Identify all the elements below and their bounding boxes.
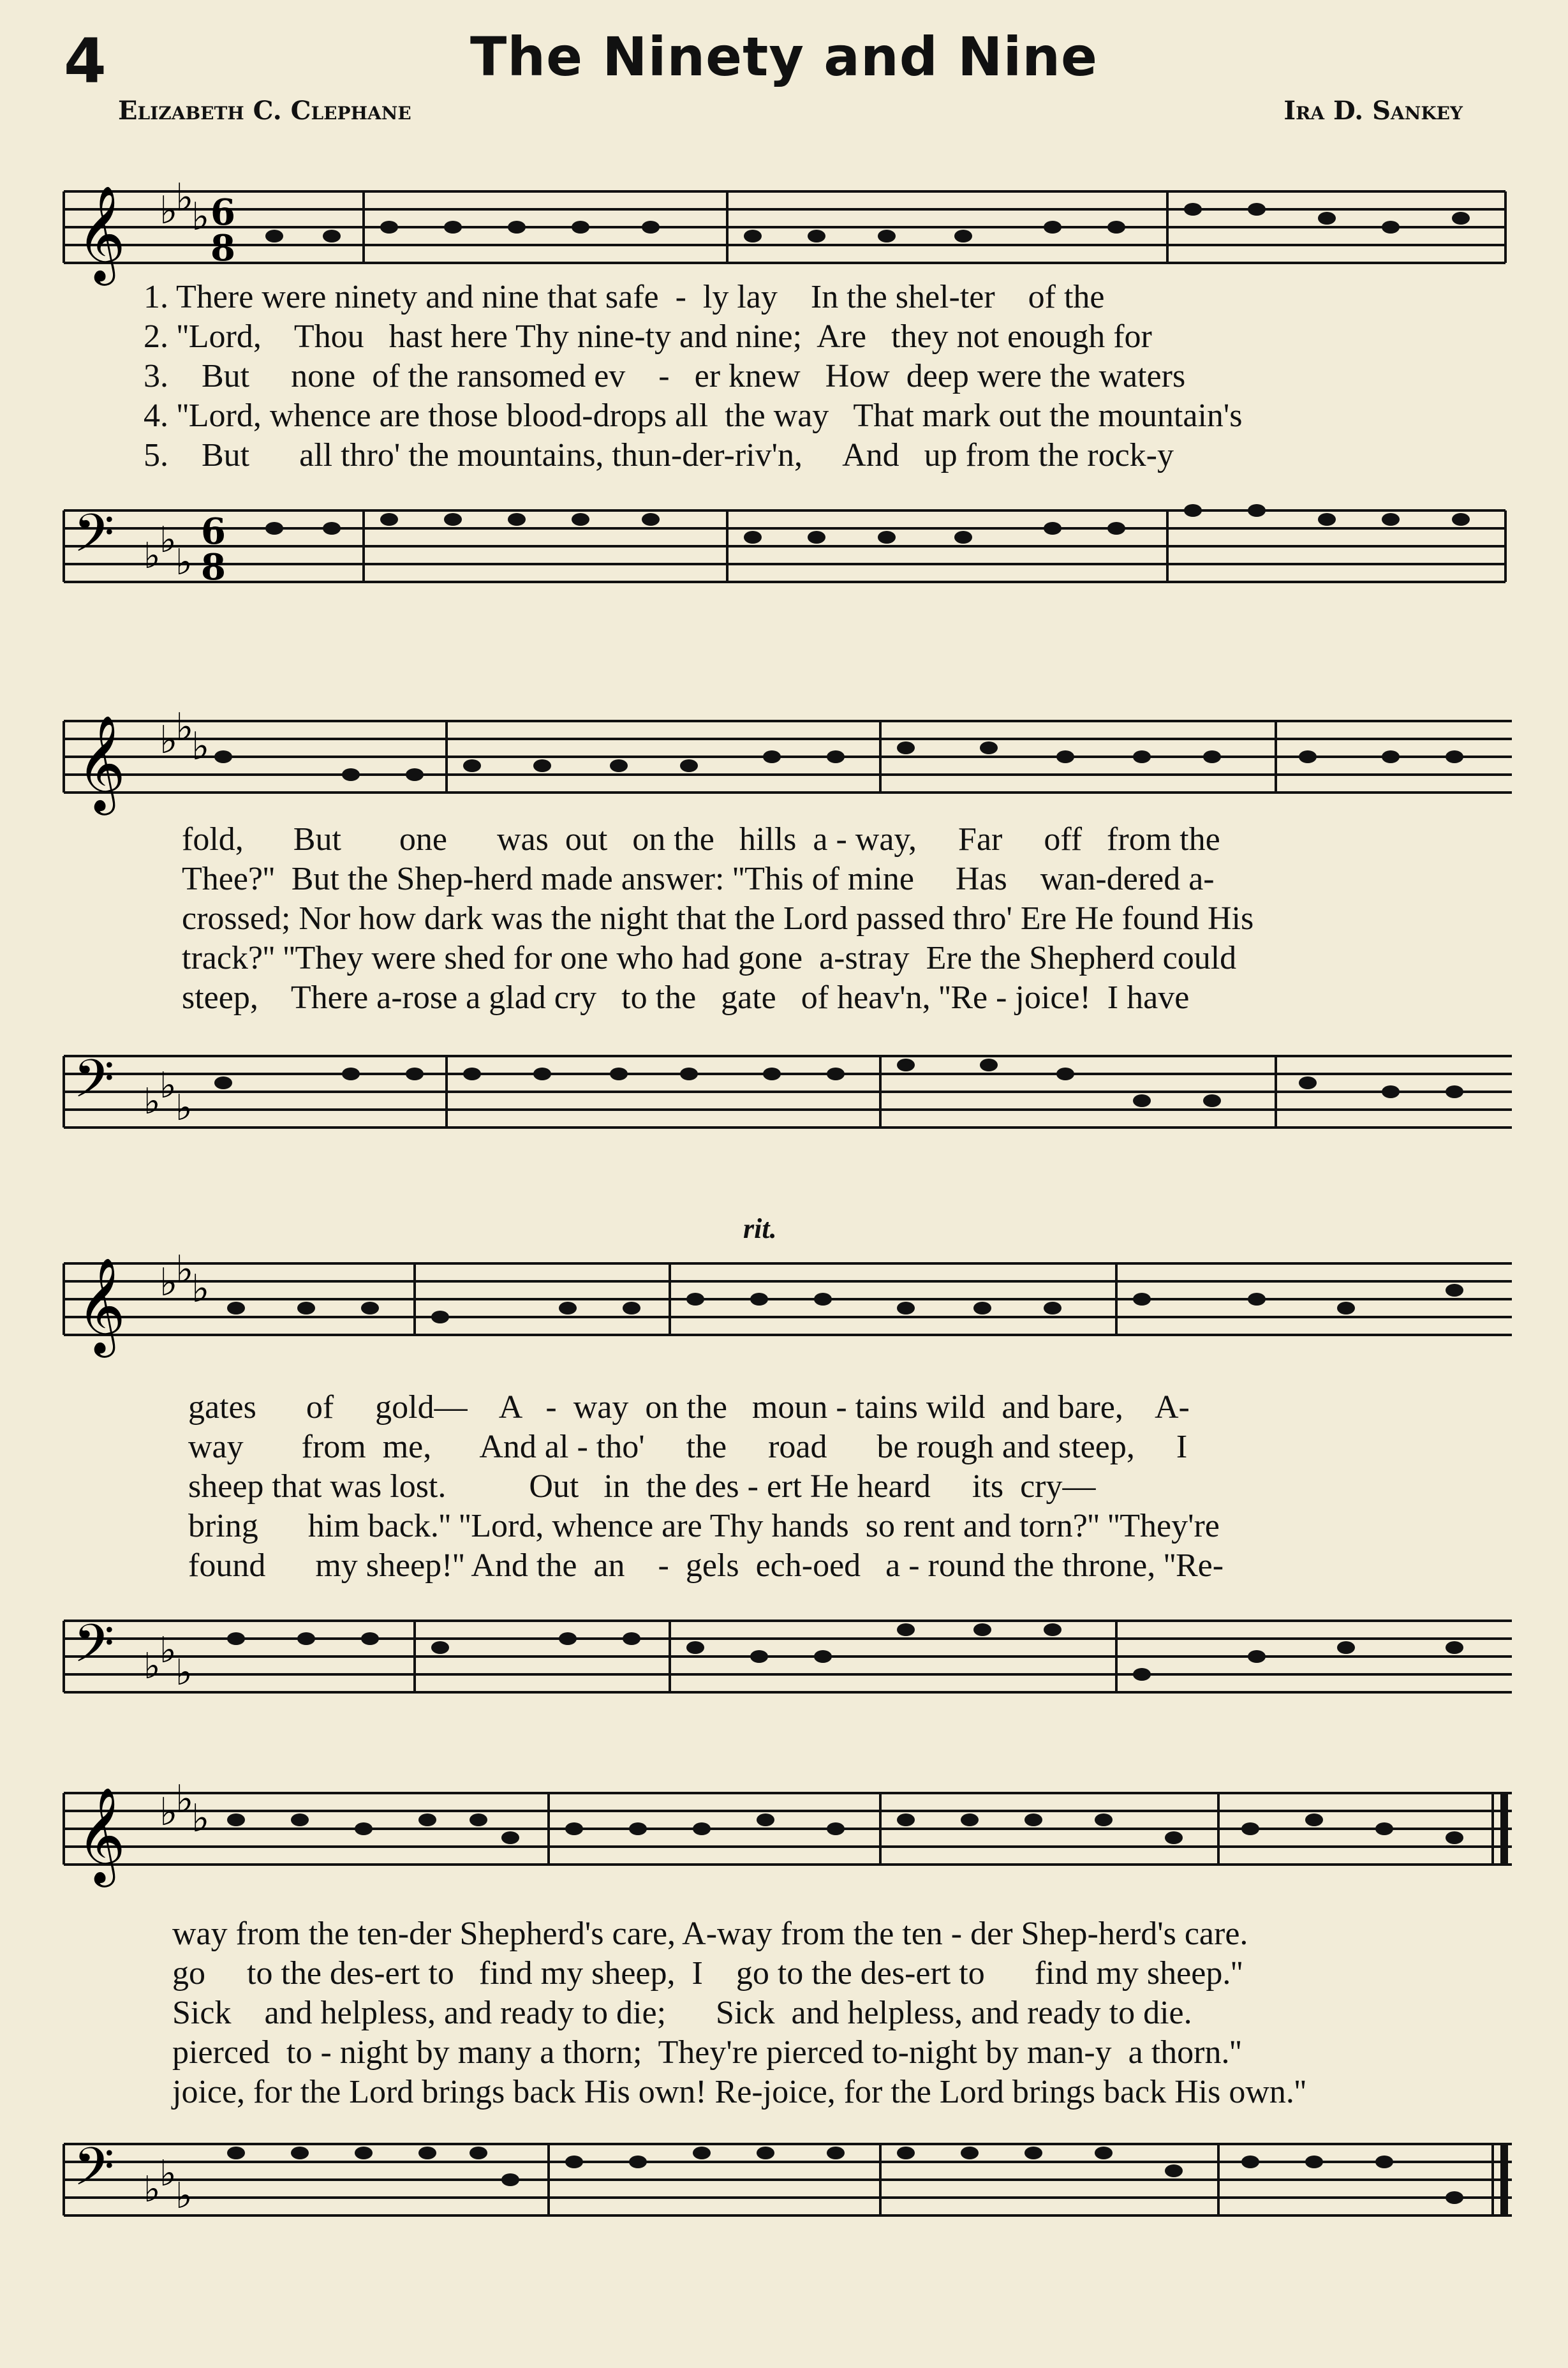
svg-text:♭: ♭ bbox=[144, 1081, 161, 1122]
hymn-title: The Ninety and Nine bbox=[470, 26, 1098, 88]
verse-4-line-4: pierced to - night by many a thorn; They're pierced to-night by man-y a thorn.'' bbox=[172, 2034, 1242, 2071]
svg-text:♭: ♭ bbox=[144, 1646, 161, 1687]
verse-5-line-1: 5. But all thro' the mountains, thun-der-riv'n, And up from the rock-y bbox=[144, 437, 1174, 473]
page-number: 4 bbox=[64, 26, 107, 97]
verse-2-line-3: way from me, And al - tho' the road be rough and steep, I bbox=[188, 1429, 1188, 1465]
svg-text:𝄢: 𝄢 bbox=[73, 1612, 115, 1687]
verse-1-line-4: way from the ten-der Shepherd's care, A-way from the ten - der Shep-herd's care. bbox=[172, 1916, 1248, 1952]
treble-clef-icon: 𝄞 bbox=[77, 184, 126, 281]
svg-text:♭: ♭ bbox=[175, 2175, 193, 2217]
time-sig-top: 6 bbox=[211, 191, 235, 234]
svg-text:♭: ♭ bbox=[175, 1652, 193, 1694]
bass-staff-4 bbox=[57, 2119, 1512, 2310]
verse-3-line-3: sheep that was lost. Out in the des - ert He heard its cry— bbox=[188, 1468, 1096, 1505]
verse-5-line-3: found my sheep!'' And the an - gels ech-oed a - round the throne, ''Re- bbox=[188, 1547, 1224, 1584]
verse-5-line-2: steep, There a-rose a glad cry to the gate of heav'n, ''Re - joice! I have bbox=[182, 979, 1190, 1016]
svg-text:♭: ♭ bbox=[175, 175, 194, 220]
svg-text:6: 6 bbox=[201, 510, 226, 553]
verse-5-line-4: joice, for the Lord brings back His own! Re-joice, for the Lord brings back His own.'' bbox=[172, 2074, 1306, 2110]
music-system-2 bbox=[57, 676, 1512, 1200]
svg-text:𝄢: 𝄢 bbox=[73, 2136, 115, 2210]
svg-text:♭: ♭ bbox=[175, 1777, 194, 1822]
tempo-marking-rit: rit. bbox=[743, 1213, 777, 1244]
verse-4-line-2: track?'' ''They were shed for one who had gone a-stray Ere the Shepherd could bbox=[182, 940, 1237, 976]
svg-text:♭: ♭ bbox=[144, 535, 161, 577]
time-sig-bottom: 8 bbox=[211, 227, 235, 269]
svg-text:𝄢: 𝄢 bbox=[73, 1048, 115, 1122]
verse-3-line-1: 3. But none of the ransomed ev - er knew How deep were the waters bbox=[144, 358, 1186, 394]
verse-2-line-4: go to the des-ert to find my sheep, I go to the des-ert to find my sheep.'' bbox=[172, 1955, 1243, 1992]
verse-1-line-1: 1. There were ninety and nine that safe - ly lay In the shel-ter of the bbox=[144, 279, 1105, 315]
svg-text:♭: ♭ bbox=[191, 1267, 210, 1311]
svg-text:𝄞: 𝄞 bbox=[77, 714, 126, 811]
lyrics-system-2 bbox=[182, 820, 1568, 1018]
svg-text:♭: ♭ bbox=[175, 1247, 194, 1292]
lyrics-system-4 bbox=[172, 1914, 1568, 2112]
svg-text:♭: ♭ bbox=[159, 519, 177, 561]
music-system-4 bbox=[57, 1748, 1512, 2272]
svg-text:𝄞: 𝄞 bbox=[77, 1786, 126, 1883]
music-system-3 bbox=[57, 1212, 1512, 1736]
svg-text:♭: ♭ bbox=[191, 1796, 210, 1841]
verse-2-line-1: 2. ''Lord, Thou hast here Thy nine-ty and nine; Are they not enough for bbox=[144, 318, 1152, 355]
svg-text:𝄞: 𝄞 bbox=[77, 1256, 126, 1353]
svg-text:♭: ♭ bbox=[175, 1087, 193, 1129]
svg-text:♭: ♭ bbox=[144, 2169, 161, 2210]
svg-text:♭: ♭ bbox=[175, 542, 193, 583]
svg-text:♭: ♭ bbox=[175, 705, 194, 750]
bass-clef-icon: 𝄢 bbox=[73, 502, 115, 577]
verse-1-line-3: gates of gold— A - way on the moun - tains wild and bare, A- bbox=[188, 1389, 1190, 1426]
verse-4-line-1: 4. ''Lord, whence are those blood-drops all the way That mark out the mountain's bbox=[144, 398, 1243, 434]
bass-staff-2 bbox=[57, 1031, 1512, 1222]
svg-text:♭: ♭ bbox=[191, 195, 210, 239]
bass-staff-1 bbox=[57, 485, 1512, 676]
composer-credit: Ira D. Sankey bbox=[1283, 96, 1463, 126]
verse-2-line-2: Thee?'' But the Shep-herd made answer: ''This of mine Has wan-dered a- bbox=[182, 861, 1215, 897]
lyricist-credit: Elizabeth C. Clephane bbox=[118, 96, 411, 126]
music-system-1 bbox=[57, 140, 1512, 638]
verse-4-line-3: bring him back.'' ''Lord, whence are Thy hands so rent and torn?'' ''They're bbox=[188, 1508, 1220, 1544]
lyrics-system-3 bbox=[188, 1388, 1568, 1586]
lyrics-system-1 bbox=[144, 278, 1568, 475]
verse-3-line-4: Sick and helpless, and ready to die; Sick and helpless, and ready to die. bbox=[172, 1995, 1192, 2031]
svg-text:♭: ♭ bbox=[159, 1790, 178, 1835]
svg-text:8: 8 bbox=[201, 546, 226, 588]
svg-text:♭: ♭ bbox=[159, 1065, 177, 1106]
svg-text:♭: ♭ bbox=[159, 2153, 177, 2194]
svg-text:♭: ♭ bbox=[159, 1260, 178, 1305]
svg-text:♭: ♭ bbox=[159, 718, 178, 763]
svg-text:♭: ♭ bbox=[191, 724, 210, 769]
svg-text:♭: ♭ bbox=[159, 188, 178, 233]
verse-3-line-2: crossed; Nor how dark was the night that the Lord passed thro' Ere He found His bbox=[182, 900, 1254, 937]
verse-1-line-2: fold, But one was out on the hills a - way, Far off from the bbox=[182, 821, 1220, 858]
svg-text:♭: ♭ bbox=[159, 1630, 177, 1671]
